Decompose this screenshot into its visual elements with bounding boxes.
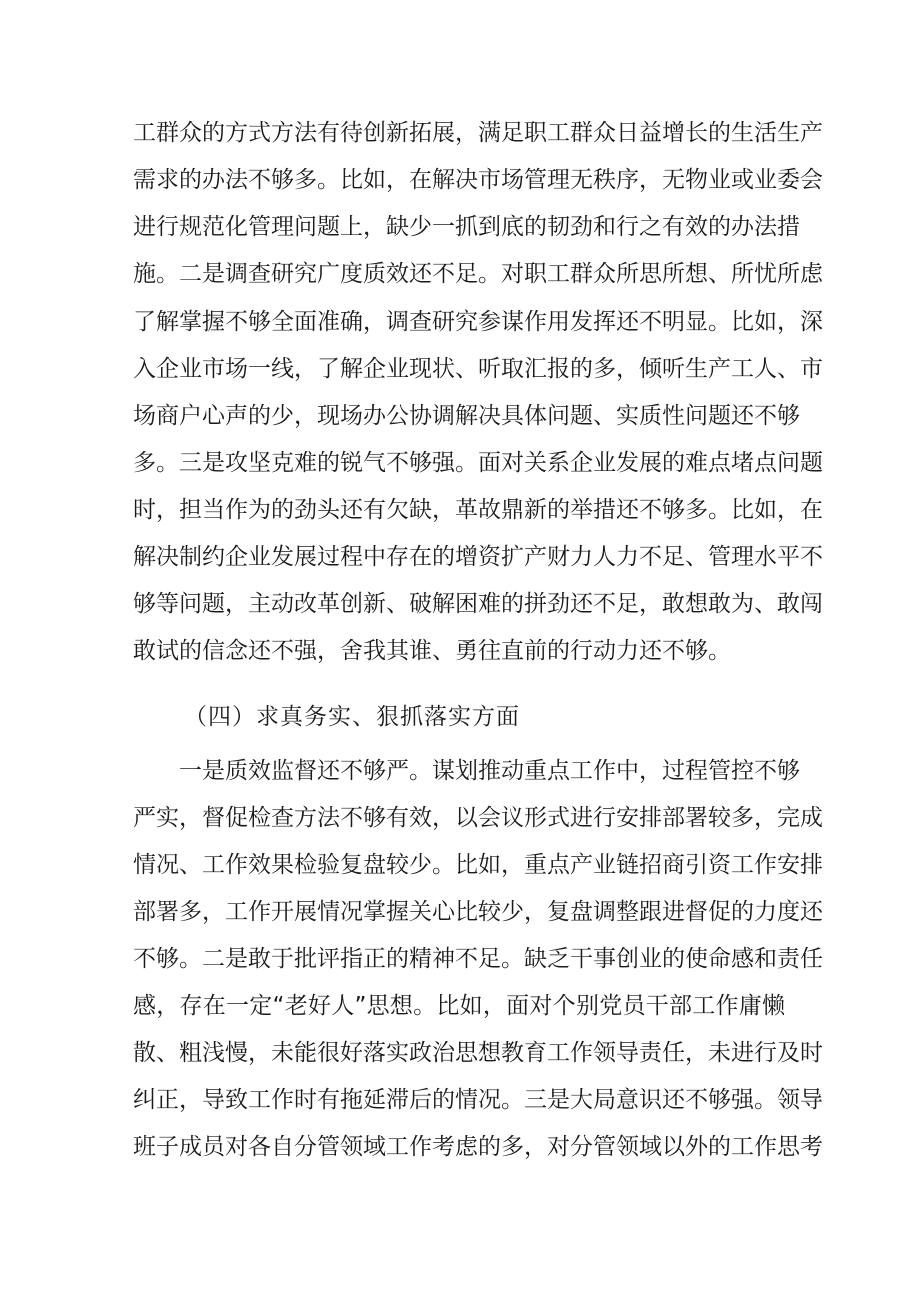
text-line: 解决制约企业发展过程中存在的增资扩产财力人力不足、管理水平不	[133, 544, 823, 570]
text-line: 散、粗浅慢，未能很好落实政治思想教育工作领导责任，未进行及时	[133, 1040, 823, 1066]
text-line: 不够。二是敢于批评指正的精神不足。缺乏干事创业的使命感和责任	[133, 946, 823, 972]
text-line: 一是质效监督还不够严。谋划推动重点工作中，过程管控不够	[179, 758, 800, 784]
text-line: 施。二是调查研究广度质效还不足。对职工群众所思所想、所忧所虑	[133, 261, 823, 287]
text-line: 严实，督促检查方法不够有效，以会议形式进行安排部署较多，完成	[133, 805, 823, 831]
text-line: 工群众的方式方法有待创新拓展，满足职工群众日益增长的生活生产	[133, 120, 823, 146]
text-line: 场商户心声的少，现场办公协调解决具体问题、实质性问题还不够	[133, 403, 800, 429]
text-line: 多。三是攻坚克难的锐气不够强。面对关系企业发展的难点堵点问题	[133, 450, 823, 476]
text-line: 需求的办法不够多。比如，在解决市场管理无秩序，无物业或业委会	[133, 167, 823, 193]
text-line: 部署多，工作开展情况掌握关心比较少，复盘调整跟进督促的力度还	[133, 899, 823, 925]
text-line: 进行规范化管理问题上，缺少一抓到底的韧劲和行之有效的办法措	[133, 214, 800, 240]
text-line: 纠正，导致工作时有拖延滞后的情况。三是大局意识还不够强。领导	[133, 1087, 823, 1113]
text-line: 够等问题，主动改革创新、破解困难的拼劲还不足，敢想敢为、敢闯	[133, 591, 823, 617]
text-line: 入企业市场一线，了解企业现状、听取汇报的多，倾听生产工人、市	[133, 356, 823, 382]
text-line: 班子成员对各自分管领域工作考虑的多，对分管领域以外的工作思考	[133, 1134, 823, 1160]
text-line: 感，存在一定“老好人”思想。比如，面对个别党员干部工作庸懒	[133, 993, 785, 1019]
text-line: 时，担当作为的劲头还有欠缺，革故鼎新的举措还不够多。比如，在	[133, 497, 823, 523]
text-line: 了解掌握不够全面准确，调查研究参谋作用发挥还不明显。比如，深	[133, 309, 823, 335]
text-line: 情况、工作效果检验复盘较少。比如，重点产业链招商引资工作安排	[133, 852, 823, 878]
text-line: 敢试的信念还不强，舍我其谁、勇往直前的行动力还不够。	[133, 638, 731, 664]
section-heading: （四）求真务实、狠抓落实方面	[184, 704, 520, 730]
